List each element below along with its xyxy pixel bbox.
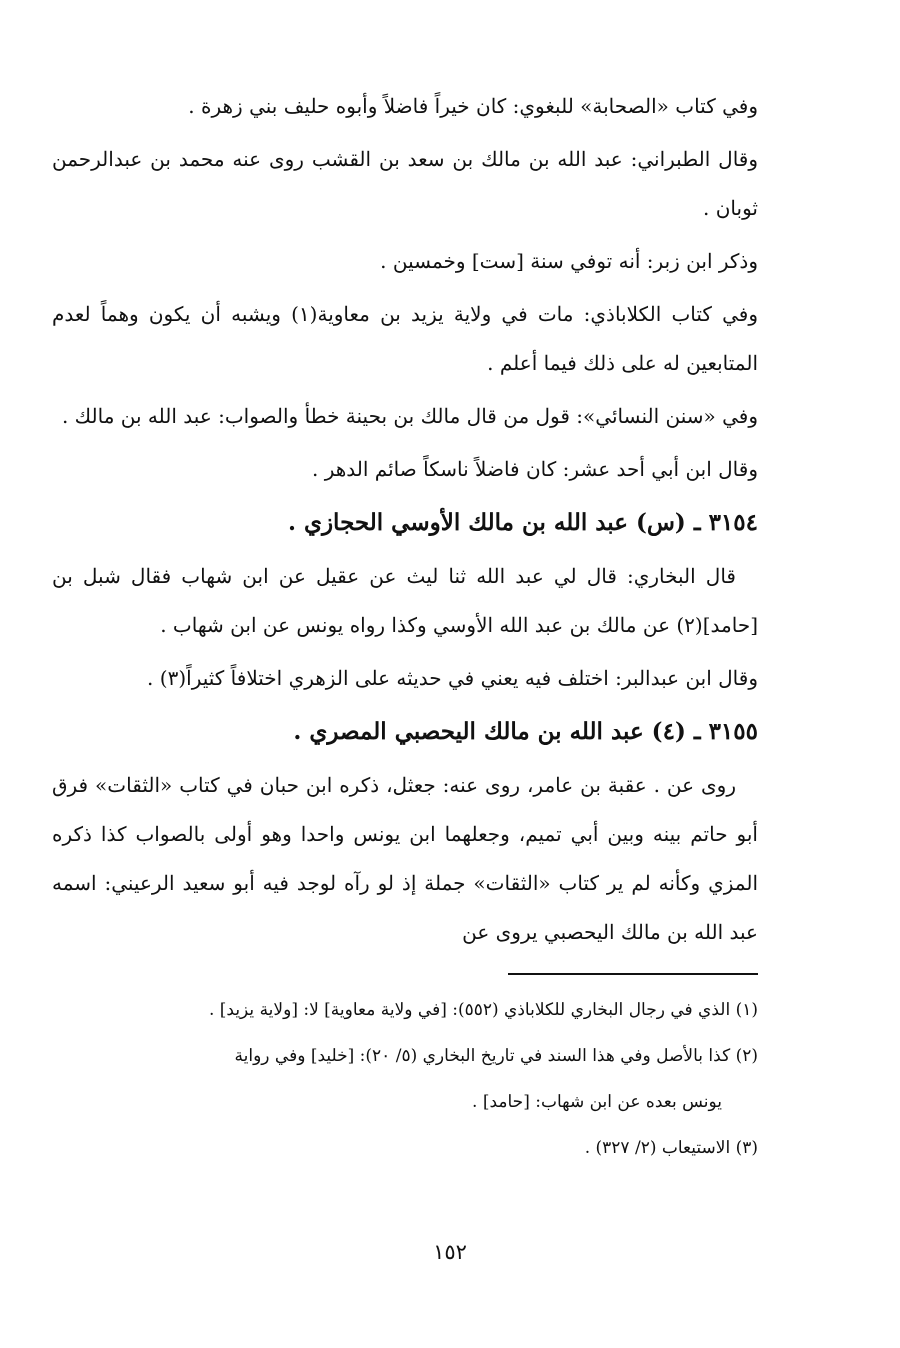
paragraph: وقال الطبراني: عبد الله بن مالك بن سعد بن القشب روى عنه محمد بن عبدالرحمن ثوبان . (52, 147, 758, 220)
paragraph: وقال ابن عبدالبر: اختلف فيه يعني في حديثه على الزهري اختلافاً كثيراً(٣) . (147, 666, 758, 690)
paragraph: وفي كتاب «الصحابة» للبغوي: كان خيراً فاضلاً وأبوه حليف بني زهرة . (188, 94, 758, 118)
footnote: (٣) الاستيعاب (٢/ ٣٢٧) . (584, 1138, 758, 1158)
paragraph: وذكر ابن زبر: أنه توفي سنة [ست] وخمسين . (380, 249, 758, 273)
footnote: (١) الذي في رجال البخاري للكلاباذي (٥٥٢): [في ولاية معاوية] لا: [ولاية يزيد] . (208, 1000, 758, 1020)
footnote-continuation: يونس بعده عن ابن شهاب: [حامد] . (472, 1092, 722, 1112)
entry-heading: ٣١٥٤ ـ (س) عبد الله بن مالك الأوسي الحجازي . (287, 509, 758, 536)
paragraph: قال البخاري: قال لي عبد الله ثنا ليث عن عقيل عن ابن شهاب فقال شبل بن [حامد](٢) عن مالك بن عبد الله الأوسي وكذا رواه يونس عن ابن شهاب . (52, 564, 758, 637)
paragraph: وفي كتاب الكلاباذي: مات في ولاية يزيد بن معاوية(١) ويشبه أن يكون وهماً لعدم المتابعين له على ذلك فيما أعلم . (52, 302, 758, 375)
paragraph: وقال ابن أبي أحد عشر: كان فاضلاً ناسكاً صائم الدهر . (312, 457, 758, 481)
entry-heading: ٣١٥٥ ـ (٤) عبد الله بن مالك اليحصبي المصري . (293, 718, 758, 745)
page-number: ١٥٢ (433, 1240, 467, 1264)
footnote-divider (508, 973, 758, 975)
footnote: (٢) كذا بالأصل وفي هذا السند في تاريخ البخاري (٥/ ٢٠): [خليد] وفي رواية (234, 1046, 758, 1066)
paragraph: وفي «سنن النسائي»: قول من قال مالك بن بحينة خطأ والصواب: عبد الله بن مالك . (61, 404, 758, 428)
paragraph: روى عن . عقبة بن عامر، روى عنه: جعثل، ذكره ابن حبان في كتاب «الثقات» فرق أبو حاتم بينه وبين أبي تميم، وجعلهما ابن يونس واحدا وهو أولى بالصواب كذا ذكره المزي وكأنه لم ير كتاب «الثقات» جملة إذ لو رآه لوجد فيه أبو سعيد الرعيني: اسمه عبد الله بن مالك اليحصبي يروى عن (52, 773, 758, 944)
page-content (52, 82, 758, 1171)
